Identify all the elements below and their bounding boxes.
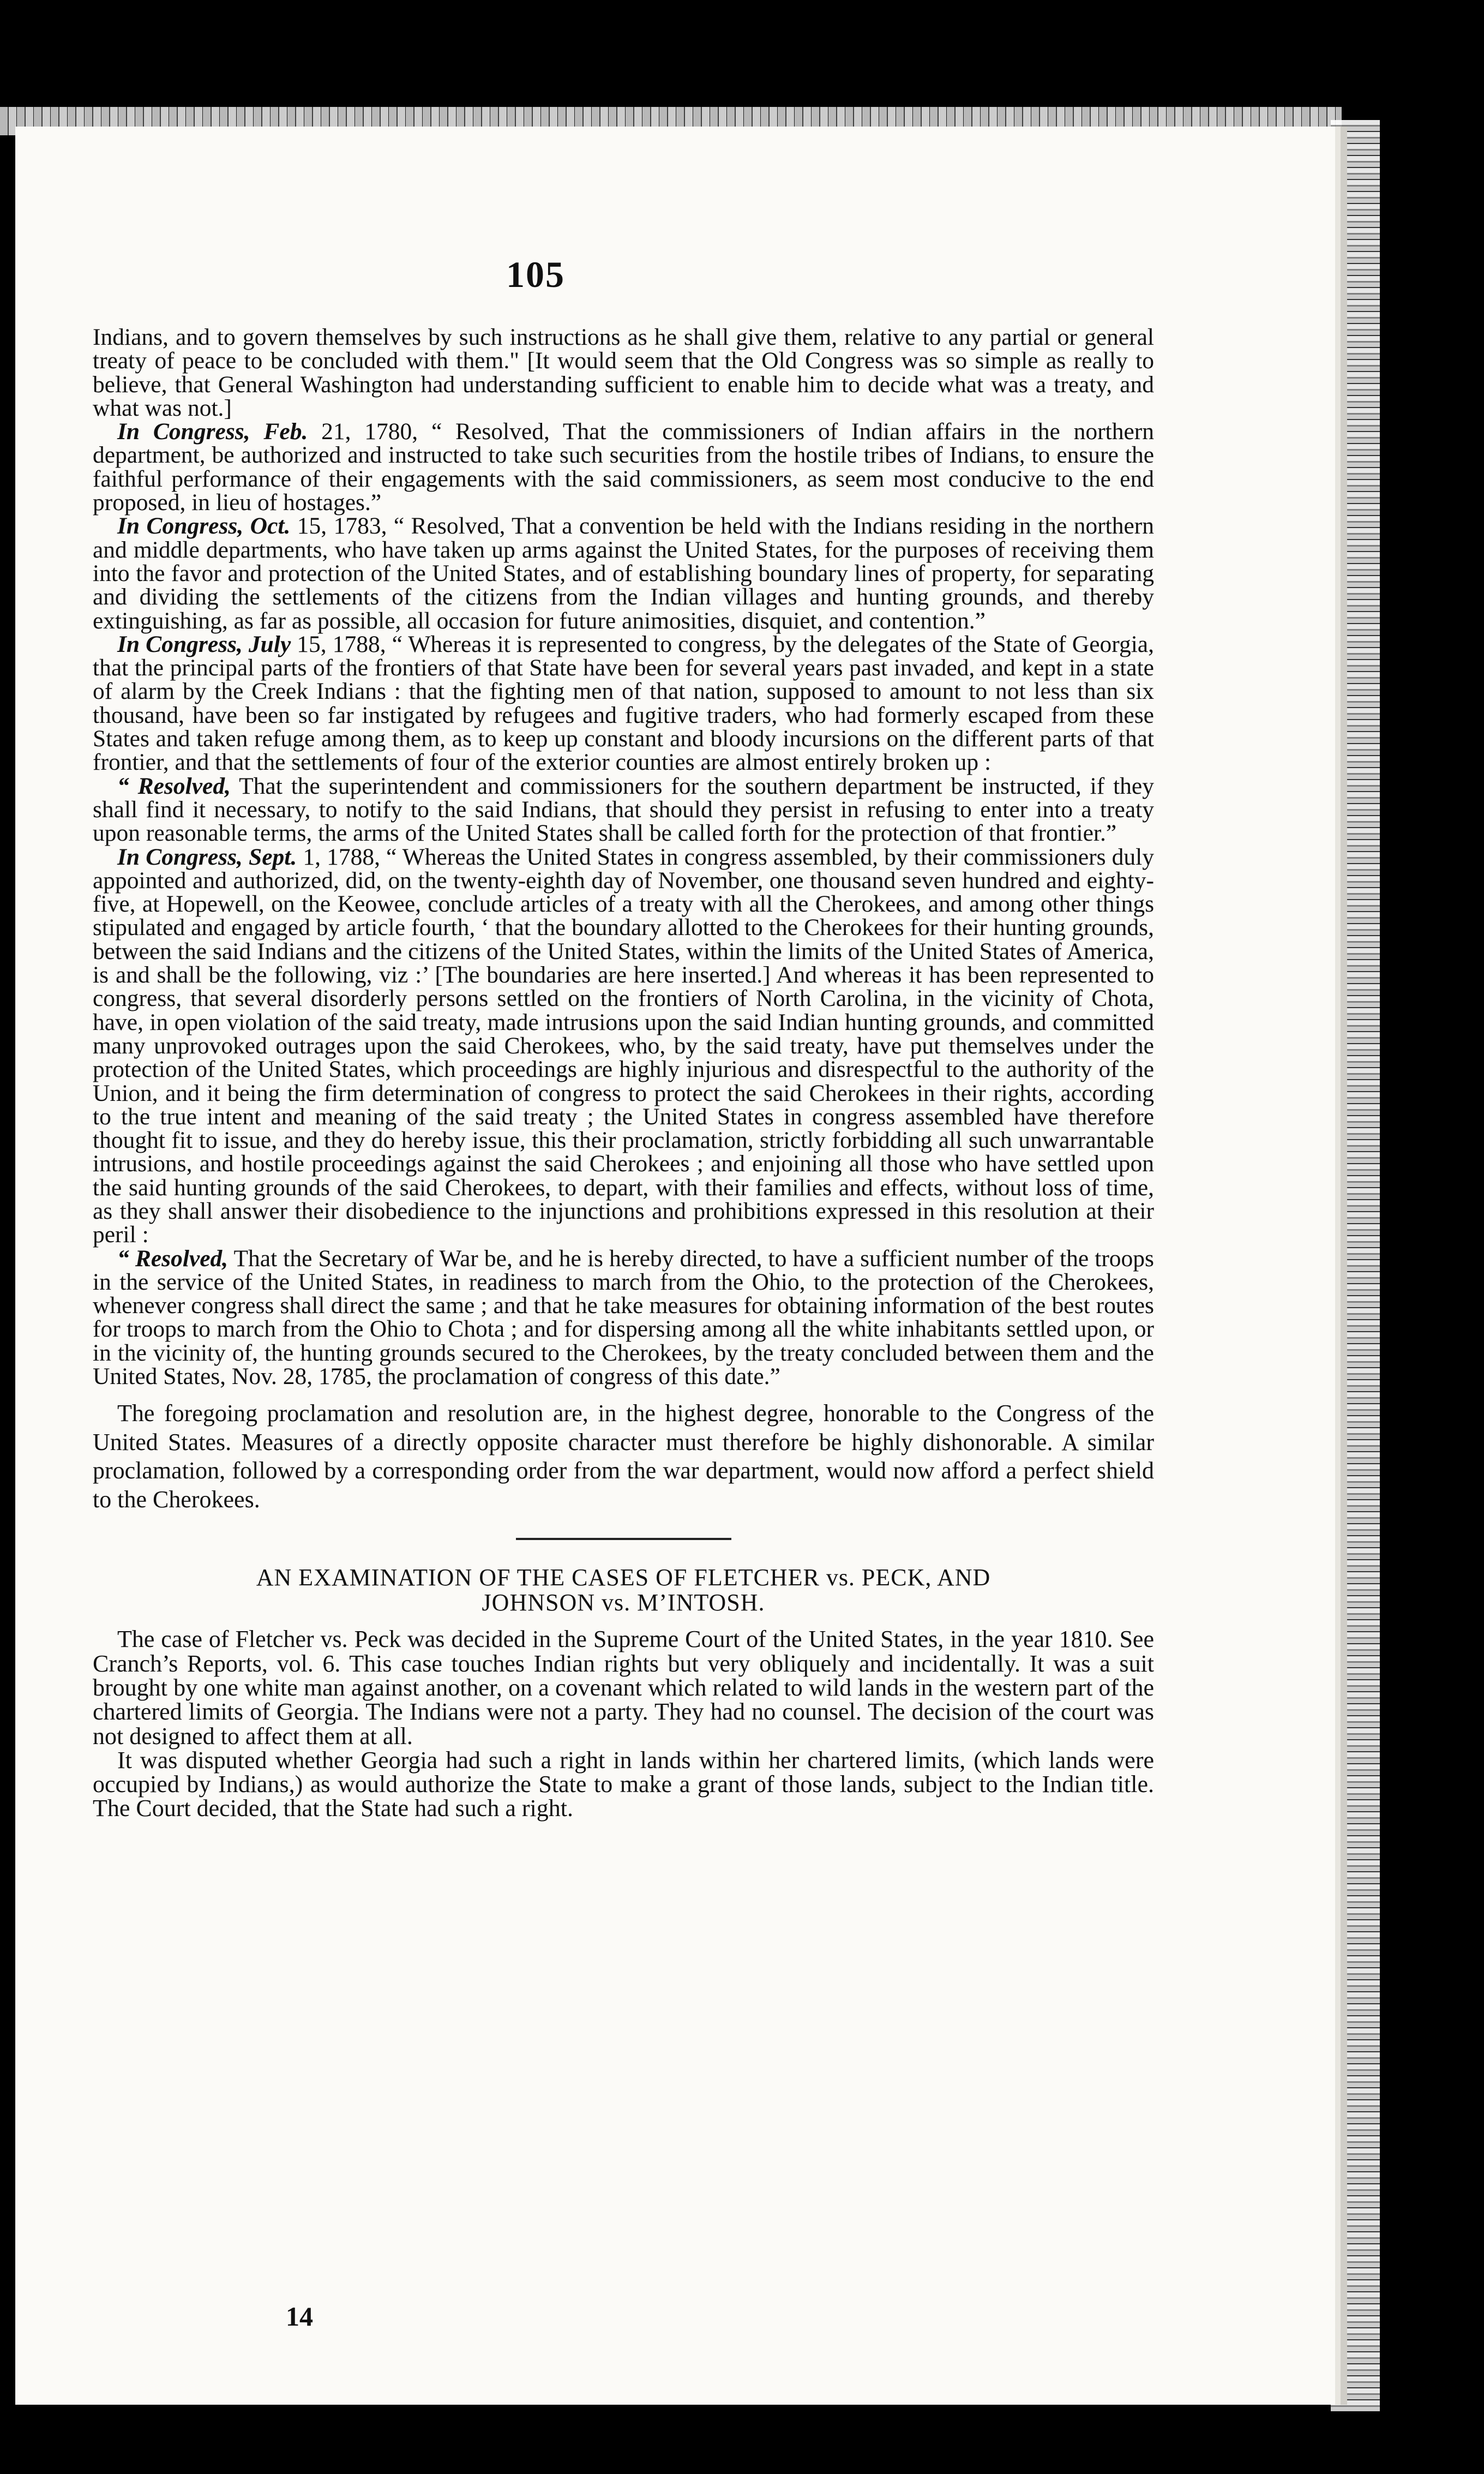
- conclusion-paragraph: The foregoing proclamation and resolution are, in the highest degree, honorable to the Congress of the United States. Measures of a directly opposite character must therefore be highly dishonorable. A similar proclamation, followed by a corresponding order from the war department, would now afford a perfect shield to the Cherokees.: [93, 1400, 1154, 1513]
- page-content: [93, 263, 1154, 1821]
- paragraph-3: In Congress, Oct. 15, 1783, “ Resolved, That a convention be held with the Indians residing in the northern and middle departments, who have taken up arms against the United States, for the purposes of receiving them into the favor and protection of the United States, and of establishing boundary lines of property, for separating and dividing the settlements of the citizens from the Indian villages and hunting grounds, and thereby extinguishing, as far as possible, all occasion for future animosities, disquiet, and contention.”: [93, 513, 1154, 634]
- section-paragraph-1: The case of Fletcher vs. Peck was decided in the Supreme Court of the United States, in the year 1810. See Cranch’s Reports, vol. 6. This case touches Indian rights but very obliquely and incidentally. It was a suit brought by one white man against another, on a covenant which related to wild lands in the western part of the chartered limits of Georgia. The Indians were not a party. They had no counsel. The decision of the court was not designed to affect them at all.: [93, 1626, 1154, 1750]
- paragraph-lead: In Congress, Feb.: [117, 418, 308, 445]
- section-title-line-1: AN EXAMINATION OF THE CASES OF FLETCHER vs. PECK, AND: [256, 1564, 991, 1591]
- paragraph-lead: “ Resolved,: [117, 1245, 229, 1272]
- paragraph-6: In Congress, Sept. 1, 1788, “ Whereas the United States in congress assembled, by their commissioners duly appointed and authorized, did, on the twenty-eighth day of November, one thousand seven hundred and eighty-five, at Hopewell, on the Keowee, conclude articles of a treaty with all the Cherokees, and among other things stipulated and engaged by article fourth, ‘ that the boundary allotted to the Cherokees for their hunting grounds, between the said Indians and the citizens of the United States, within the limits of the United States of America, is and shall be the following, viz :’ [The boundaries are here inserted.] And whereas it has been represented to congress, that several disorderly persons settled on the frontiers of North Carolina, in the vicinity of Chota, have, in open violation of the said treaty, made intrusions upon the said Indian hunting grounds, and committed many unprovoked outrages upon the said Cherokees, who, by the said treaty, have put themselves under the protection of the United States, which proceedings are highly injurious and disrespectful to the authority of the Union, and it being the firm determination of congress to protect the said Cherokees in their rights, according to the true intent and meaning of the said treaty ; the United States in congress assembled have therefore thought fit to issue, and they do hereby issue, this their proclamation, strictly forbidding all such unwarrantable intrusions, and hostile proceedings against the said Cherokees ; and enjoining all those who have settled upon the said hunting grounds of the said Cherokees, to depart, with their families and effects, without loss of time, as they shall answer their disobedience to the injunctions and prohibitions expressed in this resolution at their peril :: [93, 843, 1154, 1248]
- paragraph-5: “ Resolved, That the superintendent and commissioners for the southern department be instructed, if they shall find it necessary, to notify to the said Indians, that should they persist in refusing to enter into a treaty upon reasonable terms, the arms of the United States shall be called forth for the protection of that frontier.”: [93, 772, 1154, 847]
- paragraph-7: “ Resolved, That the Secretary of War be, and he is hereby directed, to have a sufficient number of the troops in the service of the United States, in readiness to march from the Ohio, to the protection of the Cherokees, whenever congress shall direct the same ; and that he take measures for obtaining information of the best routes for troops to march from the Ohio to Chota ; and for dispersing among all the white inhabitants settled upon, or in the vicinity of, the hunting grounds secured to the Cherokees, by the treaty concluded between them and the United States, Nov. 28, 1785, the proclamation of congress of this date.”: [93, 1245, 1154, 1390]
- scanned-page: [15, 127, 1335, 2405]
- paragraph-lead: In Congress, July: [117, 631, 291, 657]
- paragraph-1: Indians, and to govern themselves by such instructions as he shall give them, relative to any partial or general treaty of peace to be concluded with them." [It would seem that the Old Congress was so simple as really to believe, that General Washington had understanding sufficient to enable him to decide what was a treaty, and what was not.]: [93, 324, 1154, 421]
- section-paragraph-2: It was disputed whether Georgia had such a right in lands within her chartered limits, (which lands were occupied by Indians,) as would authorize the State to make a grant of those lands, subject to the Indian title. The Court decided, that the State had such a right.: [93, 1746, 1154, 1822]
- section-divider: [516, 1538, 731, 1540]
- section-title: [93, 1565, 1154, 1615]
- paragraph-lead: In Congress, Oct.: [117, 513, 291, 540]
- signature-mark: 14: [286, 2301, 313, 2332]
- page-right-edge: [1331, 120, 1380, 2411]
- paragraph-2: In Congress, Feb. 21, 1780, “ Resolved, That the commissioners of Indian affairs in the northern department, be authorized and instructed to take such securities from the hostile tribes of Indians, to ensure the faithful performance of their engagements with the said commissioners, as seem most conducive to the end proposed, in lieu of hostages.”: [93, 418, 1154, 516]
- paragraph-lead: “ Resolved,: [117, 772, 231, 799]
- paragraph-lead: In Congress, Sept.: [117, 843, 297, 870]
- paragraph-4: In Congress, July 15, 1788, “ Whereas it is represented to congress, by the delegates of the State of Georgia, that the principal parts of the frontiers of that State have been for several years past invaded, and kept in a state of alarm by the Creek Indians : that the fighting men of that nation, supposed to amount to not less than six thousand, have been so far instigated by refugees and fugitive traders, who had formerly escaped from these States and taken refuge among them, as to keep up constant and bloody incursions on the different parts of that frontier, and that the settlements of four of the exterior counties are almost entirely broken up :: [93, 631, 1154, 776]
- page-number: 105: [506, 254, 565, 295]
- section-title-line-2: JOHNSON vs. M’INTOSH.: [482, 1589, 765, 1616]
- section-body: [93, 1627, 1154, 1820]
